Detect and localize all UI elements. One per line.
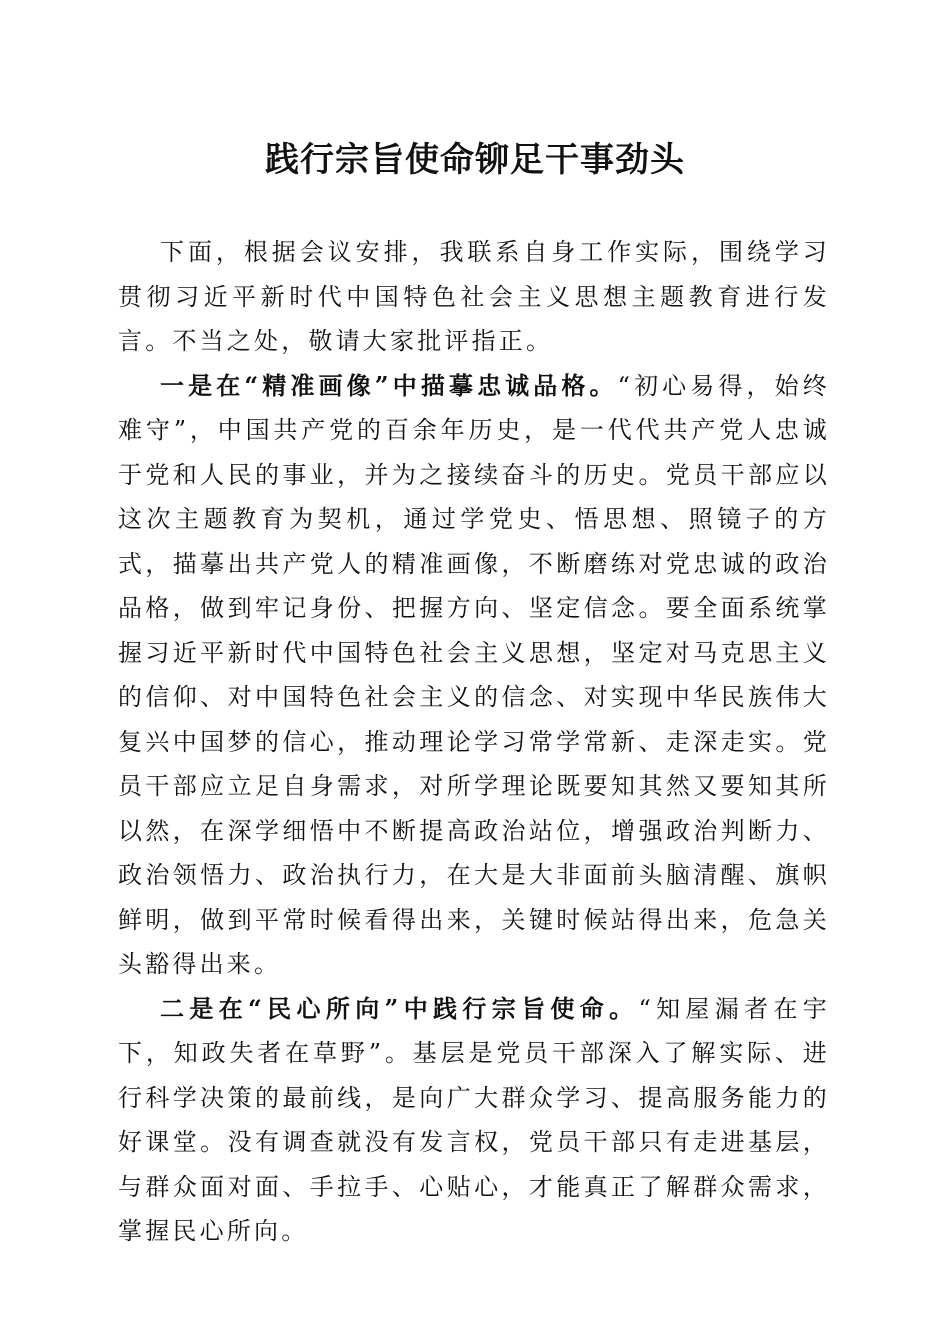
paragraph-text: 下面，根据会议安排，我联系自身工作实际，围绕学习贯彻习近平新时代中国特色社会主义思想主题教育进行发言。不当之处，敬请大家批评指正。 (118, 238, 830, 355)
section-one-heading: 一是在“精准画像”中描摹忠诚品格。 (160, 370, 618, 400)
document-title: 践行宗旨使命铆足干事劲头 (265, 140, 685, 180)
section-two-heading: 二是在“民心所向”中践行宗旨使命。 (160, 993, 639, 1023)
paragraph-text: “初心易得，始终难守”，中国共产党的百余年历史，是一代代共产党人忠诚于党和人民的事业，并为之接续奋斗的历史。党员干部应以这次主题教育为契机，通过学党史、悟思想、照镜子的方式，描摹出共产党人的精准画像，不断磨练对党忠诚的政治品格，做到牢记身份、把握方向、坚定信念。要全面系统掌握习近平新时代中国特色社会主义思想，坚定对马克思主义的信仰、对中国特色社会主义的信念、对实现中华民族伟大复兴中国梦的信心，推动理论学习常学常新、走深走实。党员干部应立足自身需求，对所学理论既要知其然又要知其所以然，在深学细悟中不断提高政治站位，增强政治判断力、政治领悟力、政治执行力，在大是大非面前头脑清醒、旗帜鲜明，做到平常时候看得出来，关键时候站得出来，危急关头豁得出来。 (118, 371, 830, 978)
intro-paragraph (118, 230, 830, 364)
section-one-paragraph (118, 364, 830, 987)
paragraph-text: “知屋漏者在宇下，知政失者在草野”。基层是党员干部深入了解实际、进行科学决策的最前线，是向广大群众学习、提高服务能力的好课堂。没有调查就没有发言权，党员干部只有走进基层，与群众面对面、手拉手、心贴心，才能真正了解群众需求，掌握民心所向。 (118, 994, 831, 1245)
section-two-paragraph (118, 987, 830, 1254)
document-body (118, 230, 830, 1254)
